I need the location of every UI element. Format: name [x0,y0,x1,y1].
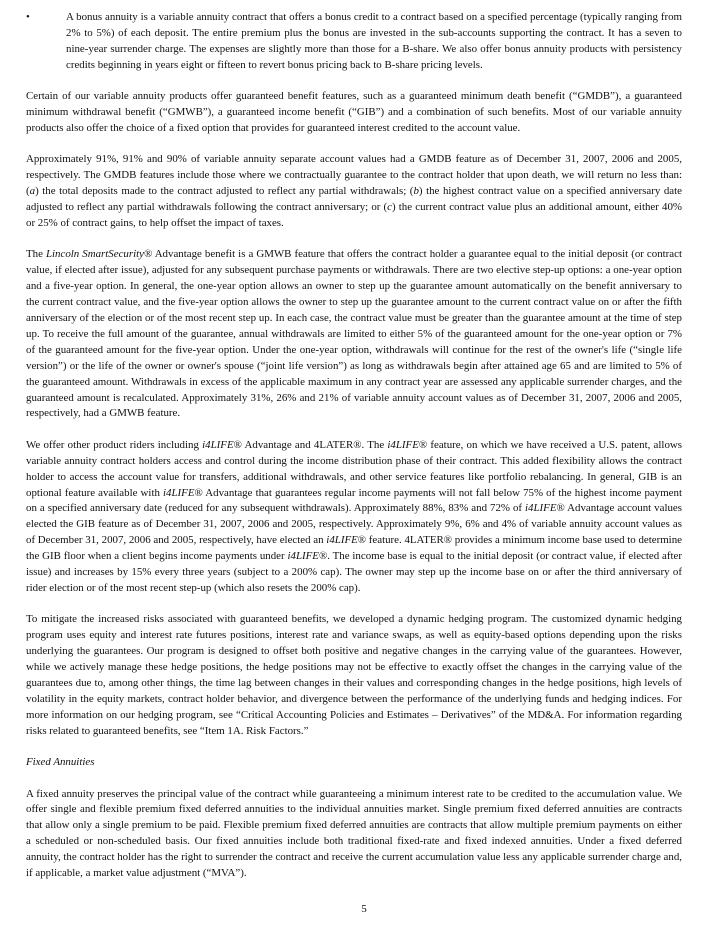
italic-run: c [387,201,393,214]
bullet-item-bonus-annuity [26,10,682,74]
section-heading-fixed-annuities: Fixed Annuities [26,756,95,769]
italic-run: i4LIFE [287,550,319,563]
page-number: 5 [361,903,367,915]
bullet-text: A bonus annuity is a variable annuity contract that offers a bonus credit to a contract based on a specified percentage (typically ranging from 2% to 5%) of each deposit. The entire premium plus the bonus are invested in the sub-accounts supporting the contract. It has a seven to nine-year surrender charge. The expenses are slightly more than those for a B-share. We also offer bonus annuity products with persistency credits beginning in years eight or fifteen to revert bonus pricing back to B-share pricing levels. [66,11,682,71]
paragraph-hedging-program: To mitigate the increased risks associated with guaranteed benefits, we developed a dynamic hedging program. The customized dynamic hedging program uses equity and interest rate futures positions, interest rate and variance swaps, as well as equity-based options depending upon the risks underlying the guarantees. Our program is designed to offset both positive and negative changes in the carrying value of the guarantees. However, while we actively manage these hedge positions, the hedge positions may not be effective to exactly offset the changes in the carrying value of the guarantees due to, among other things, the time lag between changes in their values and corresponding changes in the hedge positions, high levels of volatility in the equity markets, contract holder behavior, and divergence between the performance of the underlying funds and hedging indices. For more information on our hedging program, see “Critical Accounting Policies and Estimates – Derivatives” of the MD&A. For information regarding risks related to guaranteed benefits, see “Item 1A. Risk Factors.” [26,613,682,737]
text-run: ) the highest contract value on a specified anniversary date adjusted to reflect any partial withdrawals following the contract anniversary; or ( [26,185,682,214]
italic-run: i4LIFE [525,502,557,515]
italic-run: b [413,185,419,198]
paragraph-smartsecurity [26,247,682,422]
text-run: ® Advantage and 4LATER®. The [233,438,388,451]
document-page [26,10,682,898]
text-run: We offer other product riders including [26,438,203,451]
text-run: ® Advantage account values elected the GIB feature as of December 31, 2007, 2006 and 2005, respectively. Approximately 9%, 6% and 4% of variable annuity account values as of December 31, 2007, 2006 and 2005, respectively, have elected an [26,502,682,547]
text-run: The [26,248,46,261]
italic-run: i4LIFE [326,534,358,547]
text-run: Approximately 91%, 91% and 90% of variable annuity separate account values had a GMDB feature as of December 31, 2007, 2006 and 2005, respectively. The GMDB features include those where we contractually guarantee to the contract holder that upon death, we will return no less than: ( [26,153,682,198]
text-run: ®. The income base is equal to the initial deposit (or contract value, if elected after issue) and increases by 15% every three years (subject to a 200% cap). The owner may step up the income base on or after the third anniversary of rider election or of the most recent step-up (which also resets the 200% cap). [26,550,683,594]
text-run: ® Advantage that guarantees regular income payments will not fall below 75% of the highest income payment on a specified anniversary date (reduced for any subsequent withdrawals). Approximately 88%, 83% and 72% of [26,486,682,515]
paragraph-gmdb-stats [26,152,682,232]
italic-run: i4LIFE [202,438,234,451]
italic-run: i4LIFE [387,438,419,451]
italic-run: Lincoln SmartSecurity [45,248,144,261]
bullet-icon: • [26,11,30,23]
text-run: ) the current contract value plus an additional amount, either 40% or 25% of contract gains, to help offset the impact of taxes. [26,201,682,229]
text-run: ® feature. 4LATER® provides a minimum income base used to determine the GIB floor when a client begins income payments under [26,534,682,563]
italic-run: a [29,185,36,198]
paragraph-fixed-annuities: A fixed annuity preserves the principal value of the contract while guaranteeing a minimum interest rate to be credited to the accumulation value. We offer single and flexible premium fixed deferred annuities to the individual annuities market. Single premium fixed deferred annuities are contracts that allow only a single premium to be paid. Flexible premium fixed deferred annuities are contracts that allow multiple premium payments on either a scheduled or non-scheduled basis. Our fixed annuities include both traditional fixed-rate and fixed indexed annuities. Under a fixed deferred annuity, the contract holder has the right to surrender the contract and receive the current accumulation value less any applicable surrender charge and, if applicable, a market value adjustment (“MVA”). [26,787,682,880]
paragraph-product-riders [26,438,682,597]
text-run: ® feature, on which we have received a U.S. patent, allows variable annuity contract holders access and control during the income distribution phase of their contract. This added flexibility allows the contract holder to access the account value for transfers, additional withdrawals, and other service features like portfolio rebalancing. In general, GIB is an optional feature available with [26,438,682,499]
italic-run: i4LIFE [163,486,195,499]
text-run: ) the total deposits made to the contract adjusted to reflect any partial withdrawals; ( [35,185,414,198]
text-run: ® Advantage benefit is a GMWB feature that offers the contract holder a guarantee equal to the initial deposit (or contract value, if elected after issue), adjusted for any subsequent purchase payments or withdrawals. There are two elective step-up options: a one-year option and a five-year option. In general, the one-year option allows an owner to step up the guarantee amount automatically on the benefit anniversary to the current contract value, and the five-year option allows the owner to step up the guarantee amount to the current contract value on or after the fifth anniversary of the election or of the most recent step up. In each case, the contract value must be greater than the guarantee amount at the time of step up. To receive the full amount of the guarantee, annual withdrawals are limited to either 5% of the guaranteed amount for the one-year option or 7% of the guaranteed amount for the five-year option. Under the one-year option, withdrawals will continue for the rest of the owner's life (“single life version”) or the life of the owner or owner's spouse (“joint life version”) as long as withdrawals begin after attained age 65 and are limited to 5% of the guaranteed amount. Withdrawals in excess of the applicable maximum in any contract year are assessed any applicable surrender charges, and the guaranteed amount is recalculated. Approximately 31%, 26% and 21% of variable annuity account values as of December 31, 2007, 2006 and 2005, respectively, had a GMWB feature. [26,248,682,420]
paragraph-guaranteed-benefits: Certain of our variable annuity products offer guaranteed benefit features, such as a guaranteed minimum death benefit (“GMDB”), a guaranteed minimum withdrawal benefit (“GMWB”), a guaranteed income benefit (“GIB”) and a combination of such benefits. Most of our variable annuity products also offer the choice of a fixed option that provides for guaranteed interest credited to the account value. [26,90,682,134]
